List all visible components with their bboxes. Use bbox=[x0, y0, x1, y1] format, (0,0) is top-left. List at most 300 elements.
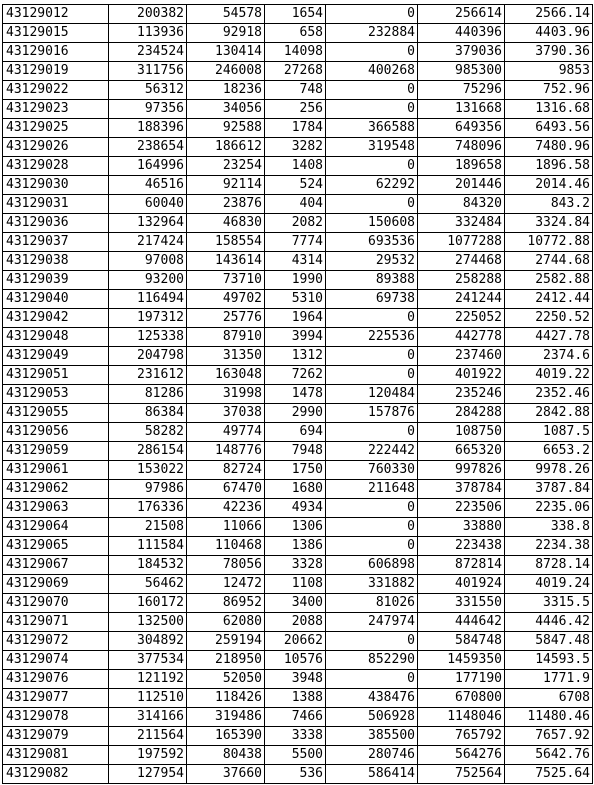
table-cell[interactable]: 20662 bbox=[265, 632, 326, 651]
table-cell[interactable]: 4446.42 bbox=[505, 613, 593, 632]
table-cell[interactable]: 1771.9 bbox=[505, 670, 593, 689]
table-cell[interactable]: 23254 bbox=[187, 157, 265, 176]
table-cell[interactable]: 438476 bbox=[326, 689, 418, 708]
table-cell[interactable]: 524 bbox=[265, 176, 326, 195]
table-cell[interactable]: 150608 bbox=[326, 214, 418, 233]
table-cell[interactable]: 2412.44 bbox=[505, 290, 593, 309]
table-cell[interactable]: 440396 bbox=[418, 24, 505, 43]
table-cell[interactable]: 223438 bbox=[418, 537, 505, 556]
table-cell[interactable]: 1388 bbox=[265, 689, 326, 708]
table-cell[interactable]: 43129081 bbox=[3, 746, 109, 765]
table-cell[interactable]: 43129022 bbox=[3, 81, 109, 100]
table-cell[interactable]: 247974 bbox=[326, 613, 418, 632]
table-cell[interactable]: 112510 bbox=[109, 689, 187, 708]
table-cell[interactable]: 3790.36 bbox=[505, 43, 593, 62]
table-cell[interactable]: 132500 bbox=[109, 613, 187, 632]
table-cell[interactable]: 2842.88 bbox=[505, 404, 593, 423]
table-row bbox=[3, 24, 593, 43]
table-cell[interactable]: 86384 bbox=[109, 404, 187, 423]
table-cell[interactable]: 143614 bbox=[187, 252, 265, 271]
table-cell[interactable]: 130414 bbox=[187, 43, 265, 62]
table-cell[interactable]: 232884 bbox=[326, 24, 418, 43]
table-cell[interactable]: 4314 bbox=[265, 252, 326, 271]
table-cell[interactable]: 1964 bbox=[265, 309, 326, 328]
table-cell[interactable]: 120484 bbox=[326, 385, 418, 404]
table-cell[interactable]: 366588 bbox=[326, 119, 418, 138]
table-cell[interactable]: 3400 bbox=[265, 594, 326, 613]
table-cell[interactable]: 211564 bbox=[109, 727, 187, 746]
table-cell[interactable]: 4427.78 bbox=[505, 328, 593, 347]
table-cell[interactable]: 2352.46 bbox=[505, 385, 593, 404]
table-cell[interactable]: 1312 bbox=[265, 347, 326, 366]
table-cell[interactable]: 2374.6 bbox=[505, 347, 593, 366]
table-cell[interactable]: 1896.58 bbox=[505, 157, 593, 176]
table-cell[interactable]: 256 bbox=[265, 100, 326, 119]
table-cell[interactable]: 97008 bbox=[109, 252, 187, 271]
table-cell[interactable]: 1654 bbox=[265, 5, 326, 24]
table-cell[interactable]: 338.8 bbox=[505, 518, 593, 537]
table-cell[interactable]: 54578 bbox=[187, 5, 265, 24]
table-row bbox=[3, 594, 593, 613]
table-cell[interactable]: 0 bbox=[326, 309, 418, 328]
table-cell[interactable]: 157876 bbox=[326, 404, 418, 423]
table-cell[interactable]: 113936 bbox=[109, 24, 187, 43]
table-cell[interactable]: 49774 bbox=[187, 423, 265, 442]
table-row bbox=[3, 651, 593, 670]
table-cell[interactable]: 0 bbox=[326, 499, 418, 518]
table-cell[interactable]: 3994 bbox=[265, 328, 326, 347]
table-cell[interactable]: 201446 bbox=[418, 176, 505, 195]
table-cell[interactable]: 748096 bbox=[418, 138, 505, 157]
table-cell[interactable]: 89388 bbox=[326, 271, 418, 290]
table-cell[interactable]: 237460 bbox=[418, 347, 505, 366]
table-cell[interactable]: 259194 bbox=[187, 632, 265, 651]
table-cell[interactable]: 377534 bbox=[109, 651, 187, 670]
table-cell[interactable]: 75296 bbox=[418, 81, 505, 100]
table-cell[interactable]: 81026 bbox=[326, 594, 418, 613]
table-cell[interactable]: 0 bbox=[326, 537, 418, 556]
table-cell[interactable]: 43129061 bbox=[3, 461, 109, 480]
table-cell[interactable]: 29532 bbox=[326, 252, 418, 271]
table-cell[interactable]: 442778 bbox=[418, 328, 505, 347]
table-cell[interactable]: 311756 bbox=[109, 62, 187, 81]
table-cell[interactable]: 58282 bbox=[109, 423, 187, 442]
table-cell[interactable]: 43129040 bbox=[3, 290, 109, 309]
table-cell[interactable]: 584748 bbox=[418, 632, 505, 651]
table-cell[interactable]: 231612 bbox=[109, 366, 187, 385]
table-cell[interactable]: 649356 bbox=[418, 119, 505, 138]
table-cell[interactable]: 1306 bbox=[265, 518, 326, 537]
table-cell[interactable]: 2088 bbox=[265, 613, 326, 632]
table-cell[interactable]: 43129072 bbox=[3, 632, 109, 651]
table-cell[interactable]: 148776 bbox=[187, 442, 265, 461]
table-cell[interactable]: 153022 bbox=[109, 461, 187, 480]
table-cell[interactable]: 43129065 bbox=[3, 537, 109, 556]
table-cell[interactable]: 997826 bbox=[418, 461, 505, 480]
table-cell[interactable]: 2744.68 bbox=[505, 252, 593, 271]
table-cell[interactable]: 2014.46 bbox=[505, 176, 593, 195]
table-cell[interactable]: 2582.88 bbox=[505, 271, 593, 290]
table-cell[interactable]: 56462 bbox=[109, 575, 187, 594]
table-cell[interactable]: 43129019 bbox=[3, 62, 109, 81]
table-cell[interactable]: 5310 bbox=[265, 290, 326, 309]
table-cell[interactable]: 1148046 bbox=[418, 708, 505, 727]
table-cell[interactable]: 256614 bbox=[418, 5, 505, 24]
table-cell[interactable]: 0 bbox=[326, 81, 418, 100]
table-cell[interactable]: 0 bbox=[326, 423, 418, 442]
table-cell[interactable]: 0 bbox=[326, 195, 418, 214]
table-cell[interactable]: 4019.22 bbox=[505, 366, 593, 385]
table-cell[interactable]: 31350 bbox=[187, 347, 265, 366]
table-cell[interactable]: 752564 bbox=[418, 765, 505, 784]
table-cell[interactable]: 43129025 bbox=[3, 119, 109, 138]
table-cell[interactable]: 92918 bbox=[187, 24, 265, 43]
table-cell[interactable]: 670800 bbox=[418, 689, 505, 708]
table-cell[interactable]: 1386 bbox=[265, 537, 326, 556]
table-cell[interactable]: 14098 bbox=[265, 43, 326, 62]
table-row bbox=[3, 556, 593, 575]
table-cell[interactable]: 1680 bbox=[265, 480, 326, 499]
table-cell[interactable]: 658 bbox=[265, 24, 326, 43]
table-cell[interactable]: 3338 bbox=[265, 727, 326, 746]
table-cell[interactable]: 49702 bbox=[187, 290, 265, 309]
table-cell[interactable]: 46830 bbox=[187, 214, 265, 233]
table-cell[interactable]: 222442 bbox=[326, 442, 418, 461]
table-cell[interactable]: 37660 bbox=[187, 765, 265, 784]
table-cell[interactable]: 110468 bbox=[187, 537, 265, 556]
table-cell[interactable]: 43129070 bbox=[3, 594, 109, 613]
table-cell[interactable]: 43129015 bbox=[3, 24, 109, 43]
table-cell[interactable]: 211648 bbox=[326, 480, 418, 499]
table-cell[interactable]: 67470 bbox=[187, 480, 265, 499]
table-cell[interactable]: 400268 bbox=[326, 62, 418, 81]
table-cell[interactable]: 314166 bbox=[109, 708, 187, 727]
table-cell[interactable]: 78056 bbox=[187, 556, 265, 575]
table-cell[interactable]: 9978.26 bbox=[505, 461, 593, 480]
table-cell[interactable]: 43129059 bbox=[3, 442, 109, 461]
table-cell[interactable]: 3315.5 bbox=[505, 594, 593, 613]
table-cell[interactable]: 43129071 bbox=[3, 613, 109, 632]
table-cell[interactable]: 7466 bbox=[265, 708, 326, 727]
table-cell[interactable]: 246008 bbox=[187, 62, 265, 81]
table-cell[interactable]: 7948 bbox=[265, 442, 326, 461]
table-cell[interactable]: 2082 bbox=[265, 214, 326, 233]
table-cell[interactable]: 2235.06 bbox=[505, 499, 593, 518]
table-cell[interactable]: 3282 bbox=[265, 138, 326, 157]
table-cell[interactable]: 204798 bbox=[109, 347, 187, 366]
table-cell[interactable]: 87910 bbox=[187, 328, 265, 347]
table-cell[interactable]: 238654 bbox=[109, 138, 187, 157]
table-cell[interactable]: 404 bbox=[265, 195, 326, 214]
table-cell[interactable]: 5847.48 bbox=[505, 632, 593, 651]
table-cell[interactable]: 23876 bbox=[187, 195, 265, 214]
table-cell[interactable]: 84320 bbox=[418, 195, 505, 214]
table-cell[interactable]: 111584 bbox=[109, 537, 187, 556]
table-cell[interactable]: 378784 bbox=[418, 480, 505, 499]
table-cell[interactable]: 1077288 bbox=[418, 233, 505, 252]
table-cell[interactable]: 284288 bbox=[418, 404, 505, 423]
table-cell[interactable]: 401924 bbox=[418, 575, 505, 594]
table-cell[interactable]: 186612 bbox=[187, 138, 265, 157]
table-cell[interactable]: 25776 bbox=[187, 309, 265, 328]
table-cell[interactable]: 43129056 bbox=[3, 423, 109, 442]
table-cell[interactable]: 46516 bbox=[109, 176, 187, 195]
table-cell[interactable]: 665320 bbox=[418, 442, 505, 461]
table-row bbox=[3, 5, 593, 24]
table-cell[interactable]: 217424 bbox=[109, 233, 187, 252]
table-cell[interactable]: 164996 bbox=[109, 157, 187, 176]
table-cell[interactable]: 0 bbox=[326, 5, 418, 24]
table-cell[interactable]: 1750 bbox=[265, 461, 326, 480]
table-cell[interactable]: 2250.52 bbox=[505, 309, 593, 328]
table-cell[interactable]: 43129028 bbox=[3, 157, 109, 176]
table-cell[interactable]: 108750 bbox=[418, 423, 505, 442]
table-cell[interactable]: 3324.84 bbox=[505, 214, 593, 233]
table-cell[interactable]: 2990 bbox=[265, 404, 326, 423]
table-cell[interactable]: 1408 bbox=[265, 157, 326, 176]
table-cell[interactable]: 760330 bbox=[326, 461, 418, 480]
table-cell[interactable]: 4019.24 bbox=[505, 575, 593, 594]
table-cell[interactable]: 43129063 bbox=[3, 499, 109, 518]
table-cell[interactable]: 43129053 bbox=[3, 385, 109, 404]
table-cell[interactable]: 42236 bbox=[187, 499, 265, 518]
table-cell[interactable]: 12472 bbox=[187, 575, 265, 594]
table-cell[interactable]: 4934 bbox=[265, 499, 326, 518]
table-cell[interactable]: 188396 bbox=[109, 119, 187, 138]
table-cell[interactable]: 69738 bbox=[326, 290, 418, 309]
table-cell[interactable]: 5642.76 bbox=[505, 746, 593, 765]
table-cell[interactable]: 189658 bbox=[418, 157, 505, 176]
table-cell[interactable]: 43129023 bbox=[3, 100, 109, 119]
table-cell[interactable]: 18236 bbox=[187, 81, 265, 100]
table-cell[interactable]: 81286 bbox=[109, 385, 187, 404]
table-cell[interactable]: 985300 bbox=[418, 62, 505, 81]
table-cell[interactable]: 752.96 bbox=[505, 81, 593, 100]
table-cell[interactable]: 1990 bbox=[265, 271, 326, 290]
table-cell[interactable]: 118426 bbox=[187, 689, 265, 708]
table-cell[interactable]: 7262 bbox=[265, 366, 326, 385]
table-cell[interactable]: 116494 bbox=[109, 290, 187, 309]
table-cell[interactable]: 401922 bbox=[418, 366, 505, 385]
table-cell[interactable]: 62080 bbox=[187, 613, 265, 632]
table-cell[interactable]: 43129031 bbox=[3, 195, 109, 214]
table-cell[interactable]: 82724 bbox=[187, 461, 265, 480]
table-cell[interactable]: 0 bbox=[326, 157, 418, 176]
table-cell[interactable]: 606898 bbox=[326, 556, 418, 575]
table-cell[interactable]: 92114 bbox=[187, 176, 265, 195]
table-cell[interactable]: 43129049 bbox=[3, 347, 109, 366]
table-cell[interactable]: 7774 bbox=[265, 233, 326, 252]
table-cell[interactable]: 3948 bbox=[265, 670, 326, 689]
table-cell[interactable]: 160172 bbox=[109, 594, 187, 613]
table-cell[interactable]: 6493.56 bbox=[505, 119, 593, 138]
table-cell[interactable]: 43129077 bbox=[3, 689, 109, 708]
table-row bbox=[3, 309, 593, 328]
table-cell[interactable]: 586414 bbox=[326, 765, 418, 784]
table-cell[interactable]: 444642 bbox=[418, 613, 505, 632]
table-cell[interactable]: 43129042 bbox=[3, 309, 109, 328]
table-cell[interactable]: 234524 bbox=[109, 43, 187, 62]
table-cell[interactable]: 379036 bbox=[418, 43, 505, 62]
table-cell[interactable]: 34056 bbox=[187, 100, 265, 119]
table-cell[interactable]: 536 bbox=[265, 765, 326, 784]
table-cell[interactable]: 43129076 bbox=[3, 670, 109, 689]
table-cell[interactable]: 43129048 bbox=[3, 328, 109, 347]
table-cell[interactable]: 197592 bbox=[109, 746, 187, 765]
table-cell[interactable]: 332484 bbox=[418, 214, 505, 233]
table-cell[interactable]: 765792 bbox=[418, 727, 505, 746]
table-cell[interactable]: 0 bbox=[326, 43, 418, 62]
table-cell[interactable]: 694 bbox=[265, 423, 326, 442]
table-cell[interactable]: 5500 bbox=[265, 746, 326, 765]
table-cell[interactable]: 331550 bbox=[418, 594, 505, 613]
table-cell[interactable]: 163048 bbox=[187, 366, 265, 385]
table-cell[interactable]: 843.2 bbox=[505, 195, 593, 214]
table-cell[interactable]: 10576 bbox=[265, 651, 326, 670]
table-cell[interactable]: 43129012 bbox=[3, 5, 109, 24]
table-cell[interactable]: 1478 bbox=[265, 385, 326, 404]
table-cell[interactable]: 21508 bbox=[109, 518, 187, 537]
table-cell[interactable]: 258288 bbox=[418, 271, 505, 290]
table-cell[interactable]: 43129016 bbox=[3, 43, 109, 62]
table-cell[interactable]: 7480.96 bbox=[505, 138, 593, 157]
table-cell[interactable]: 872814 bbox=[418, 556, 505, 575]
table-cell[interactable]: 693536 bbox=[326, 233, 418, 252]
table-row bbox=[3, 727, 593, 746]
table-cell[interactable]: 92588 bbox=[187, 119, 265, 138]
table-row bbox=[3, 765, 593, 784]
table-cell[interactable]: 1316.68 bbox=[505, 100, 593, 119]
table-cell[interactable]: 10772.88 bbox=[505, 233, 593, 252]
table-cell[interactable]: 131668 bbox=[418, 100, 505, 119]
table-cell[interactable]: 225536 bbox=[326, 328, 418, 347]
table-cell[interactable]: 748 bbox=[265, 81, 326, 100]
table-cell[interactable]: 80438 bbox=[187, 746, 265, 765]
table-cell[interactable]: 43129026 bbox=[3, 138, 109, 157]
table-cell[interactable]: 121192 bbox=[109, 670, 187, 689]
table-cell[interactable]: 1108 bbox=[265, 575, 326, 594]
table-cell[interactable]: 43129062 bbox=[3, 480, 109, 499]
table-cell[interactable]: 3328 bbox=[265, 556, 326, 575]
table-cell[interactable]: 60040 bbox=[109, 195, 187, 214]
table-cell[interactable]: 125338 bbox=[109, 328, 187, 347]
table-cell[interactable]: 127954 bbox=[109, 765, 187, 784]
table-cell[interactable]: 852290 bbox=[326, 651, 418, 670]
table-cell[interactable]: 11480.46 bbox=[505, 708, 593, 727]
table-cell[interactable]: 43129074 bbox=[3, 651, 109, 670]
table-cell[interactable]: 43129082 bbox=[3, 765, 109, 784]
table-cell[interactable]: 73710 bbox=[187, 271, 265, 290]
table-cell[interactable]: 27268 bbox=[265, 62, 326, 81]
table-cell[interactable]: 158554 bbox=[187, 233, 265, 252]
table-cell[interactable]: 0 bbox=[326, 670, 418, 689]
table-cell[interactable]: 385500 bbox=[326, 727, 418, 746]
table-cell[interactable]: 37038 bbox=[187, 404, 265, 423]
table-cell[interactable]: 331882 bbox=[326, 575, 418, 594]
table-cell[interactable]: 3787.84 bbox=[505, 480, 593, 499]
table-cell[interactable]: 177190 bbox=[418, 670, 505, 689]
table-cell[interactable]: 1784 bbox=[265, 119, 326, 138]
table-cell[interactable]: 1459350 bbox=[418, 651, 505, 670]
table-cell[interactable]: 43129038 bbox=[3, 252, 109, 271]
table-row bbox=[3, 138, 593, 157]
table-cell[interactable]: 6653.2 bbox=[505, 442, 593, 461]
table-cell[interactable]: 200382 bbox=[109, 5, 187, 24]
table-cell[interactable]: 241244 bbox=[418, 290, 505, 309]
table-cell[interactable]: 52050 bbox=[187, 670, 265, 689]
table-cell[interactable]: 43129036 bbox=[3, 214, 109, 233]
table-cell[interactable]: 43129030 bbox=[3, 176, 109, 195]
table-cell[interactable]: 165390 bbox=[187, 727, 265, 746]
table-cell[interactable]: 86952 bbox=[187, 594, 265, 613]
table-cell[interactable]: 2234.38 bbox=[505, 537, 593, 556]
table-cell[interactable]: 43129051 bbox=[3, 366, 109, 385]
table-cell[interactable]: 97356 bbox=[109, 100, 187, 119]
table-cell[interactable]: 2566.14 bbox=[505, 5, 593, 24]
table-cell[interactable]: 223506 bbox=[418, 499, 505, 518]
table-cell[interactable]: 184532 bbox=[109, 556, 187, 575]
table-cell[interactable]: 564276 bbox=[418, 746, 505, 765]
table-cell[interactable]: 43129079 bbox=[3, 727, 109, 746]
table-cell[interactable]: 43129037 bbox=[3, 233, 109, 252]
table-cell[interactable]: 0 bbox=[326, 632, 418, 651]
table-cell[interactable]: 33880 bbox=[418, 518, 505, 537]
table-cell[interactable]: 218950 bbox=[187, 651, 265, 670]
table-cell[interactable]: 43129069 bbox=[3, 575, 109, 594]
table-cell[interactable]: 8728.14 bbox=[505, 556, 593, 575]
table-cell[interactable]: 280746 bbox=[326, 746, 418, 765]
table-cell[interactable]: 7525.64 bbox=[505, 765, 593, 784]
table-cell[interactable]: 31998 bbox=[187, 385, 265, 404]
table-cell[interactable]: 0 bbox=[326, 347, 418, 366]
table-cell[interactable]: 43129055 bbox=[3, 404, 109, 423]
table-cell[interactable]: 4403.96 bbox=[505, 24, 593, 43]
table-cell[interactable]: 7657.92 bbox=[505, 727, 593, 746]
table-cell[interactable]: 132964 bbox=[109, 214, 187, 233]
table-cell[interactable]: 197312 bbox=[109, 309, 187, 328]
table-cell[interactable]: 93200 bbox=[109, 271, 187, 290]
table-cell[interactable]: 11066 bbox=[187, 518, 265, 537]
table-cell[interactable]: 506928 bbox=[326, 708, 418, 727]
table-cell[interactable]: 43129078 bbox=[3, 708, 109, 727]
table-cell[interactable]: 1087.5 bbox=[505, 423, 593, 442]
table-cell[interactable]: 43129067 bbox=[3, 556, 109, 575]
table-cell[interactable]: 225052 bbox=[418, 309, 505, 328]
table-cell[interactable]: 235246 bbox=[418, 385, 505, 404]
table-cell[interactable]: 176336 bbox=[109, 499, 187, 518]
table-cell[interactable]: 6708 bbox=[505, 689, 593, 708]
table-row bbox=[3, 366, 593, 385]
table-cell[interactable]: 43129039 bbox=[3, 271, 109, 290]
table-cell[interactable]: 0 bbox=[326, 518, 418, 537]
table-cell[interactable]: 56312 bbox=[109, 81, 187, 100]
table-cell[interactable]: 274468 bbox=[418, 252, 505, 271]
table-cell[interactable]: 319486 bbox=[187, 708, 265, 727]
table-cell[interactable]: 14593.5 bbox=[505, 651, 593, 670]
table-cell[interactable]: 62292 bbox=[326, 176, 418, 195]
table-cell[interactable]: 0 bbox=[326, 366, 418, 385]
table-row bbox=[3, 195, 593, 214]
table-cell[interactable]: 43129064 bbox=[3, 518, 109, 537]
table-row bbox=[3, 176, 593, 195]
table-cell[interactable]: 319548 bbox=[326, 138, 418, 157]
spreadsheet-table bbox=[2, 4, 593, 784]
table-cell[interactable]: 9853 bbox=[505, 62, 593, 81]
table-cell[interactable]: 304892 bbox=[109, 632, 187, 651]
table-cell[interactable]: 0 bbox=[326, 100, 418, 119]
table-cell[interactable]: 97986 bbox=[109, 480, 187, 499]
table-cell[interactable]: 286154 bbox=[109, 442, 187, 461]
